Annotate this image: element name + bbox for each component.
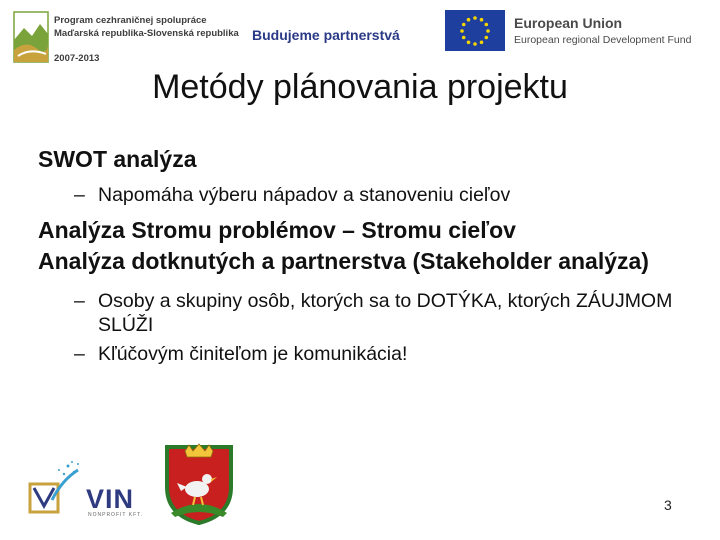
bullet-problem-tree: Analýza Stromu problémov – Stromu cieľov [38, 217, 516, 243]
eu-logo-title: European Union [514, 15, 623, 31]
program-logo [12, 10, 247, 68]
page-number: 3 [664, 497, 672, 513]
eu-flag-icon [445, 10, 505, 51]
slide-content [38, 144, 698, 366]
sub-bullet-swot [38, 183, 698, 207]
vin-logo-name: VIN [86, 484, 135, 514]
vin-logo-small: NONPROFIT KFT. [88, 512, 144, 518]
sub-bullet-persons [38, 289, 698, 337]
bullet-stakeholder: Analýza dotknutých a partnerstva (Stakeholder analýza) [38, 248, 649, 274]
sub-bullet-communication [38, 342, 698, 366]
sub-bullet-text: Kľúčovým činiteľom je komunikácia! [98, 343, 408, 365]
dash: – [74, 343, 85, 365]
eu-logo [514, 15, 691, 46]
tagline: Budujeme partnerstvá [252, 27, 400, 43]
bullet-swot: SWOT analýza [38, 146, 197, 172]
slide-title: Metódy plánovania projektu [152, 68, 568, 106]
coat-of-arms-icon [163, 443, 235, 525]
eu-logo-subtitle: European regional Development Fund [514, 34, 692, 46]
vin-logo [28, 460, 143, 520]
sub-bullet-text: Osoby a skupiny osôb, ktorých sa to DOTÝKA, ktorých ZÁUJMOM SLÚŽI [98, 290, 673, 336]
program-logo-years: 2007-2013 [54, 53, 100, 64]
dash: – [74, 290, 85, 312]
dash: – [74, 184, 85, 206]
program-logo-line1: Program cezhraničnej spolupráce [54, 15, 207, 26]
program-logo-icon [12, 10, 52, 68]
sub-bullet-text: Napomáha výberu nápadov a stanoveniu cieľov [98, 184, 511, 206]
program-logo-line2: Maďarská republika-Slovenská republika [54, 27, 239, 39]
